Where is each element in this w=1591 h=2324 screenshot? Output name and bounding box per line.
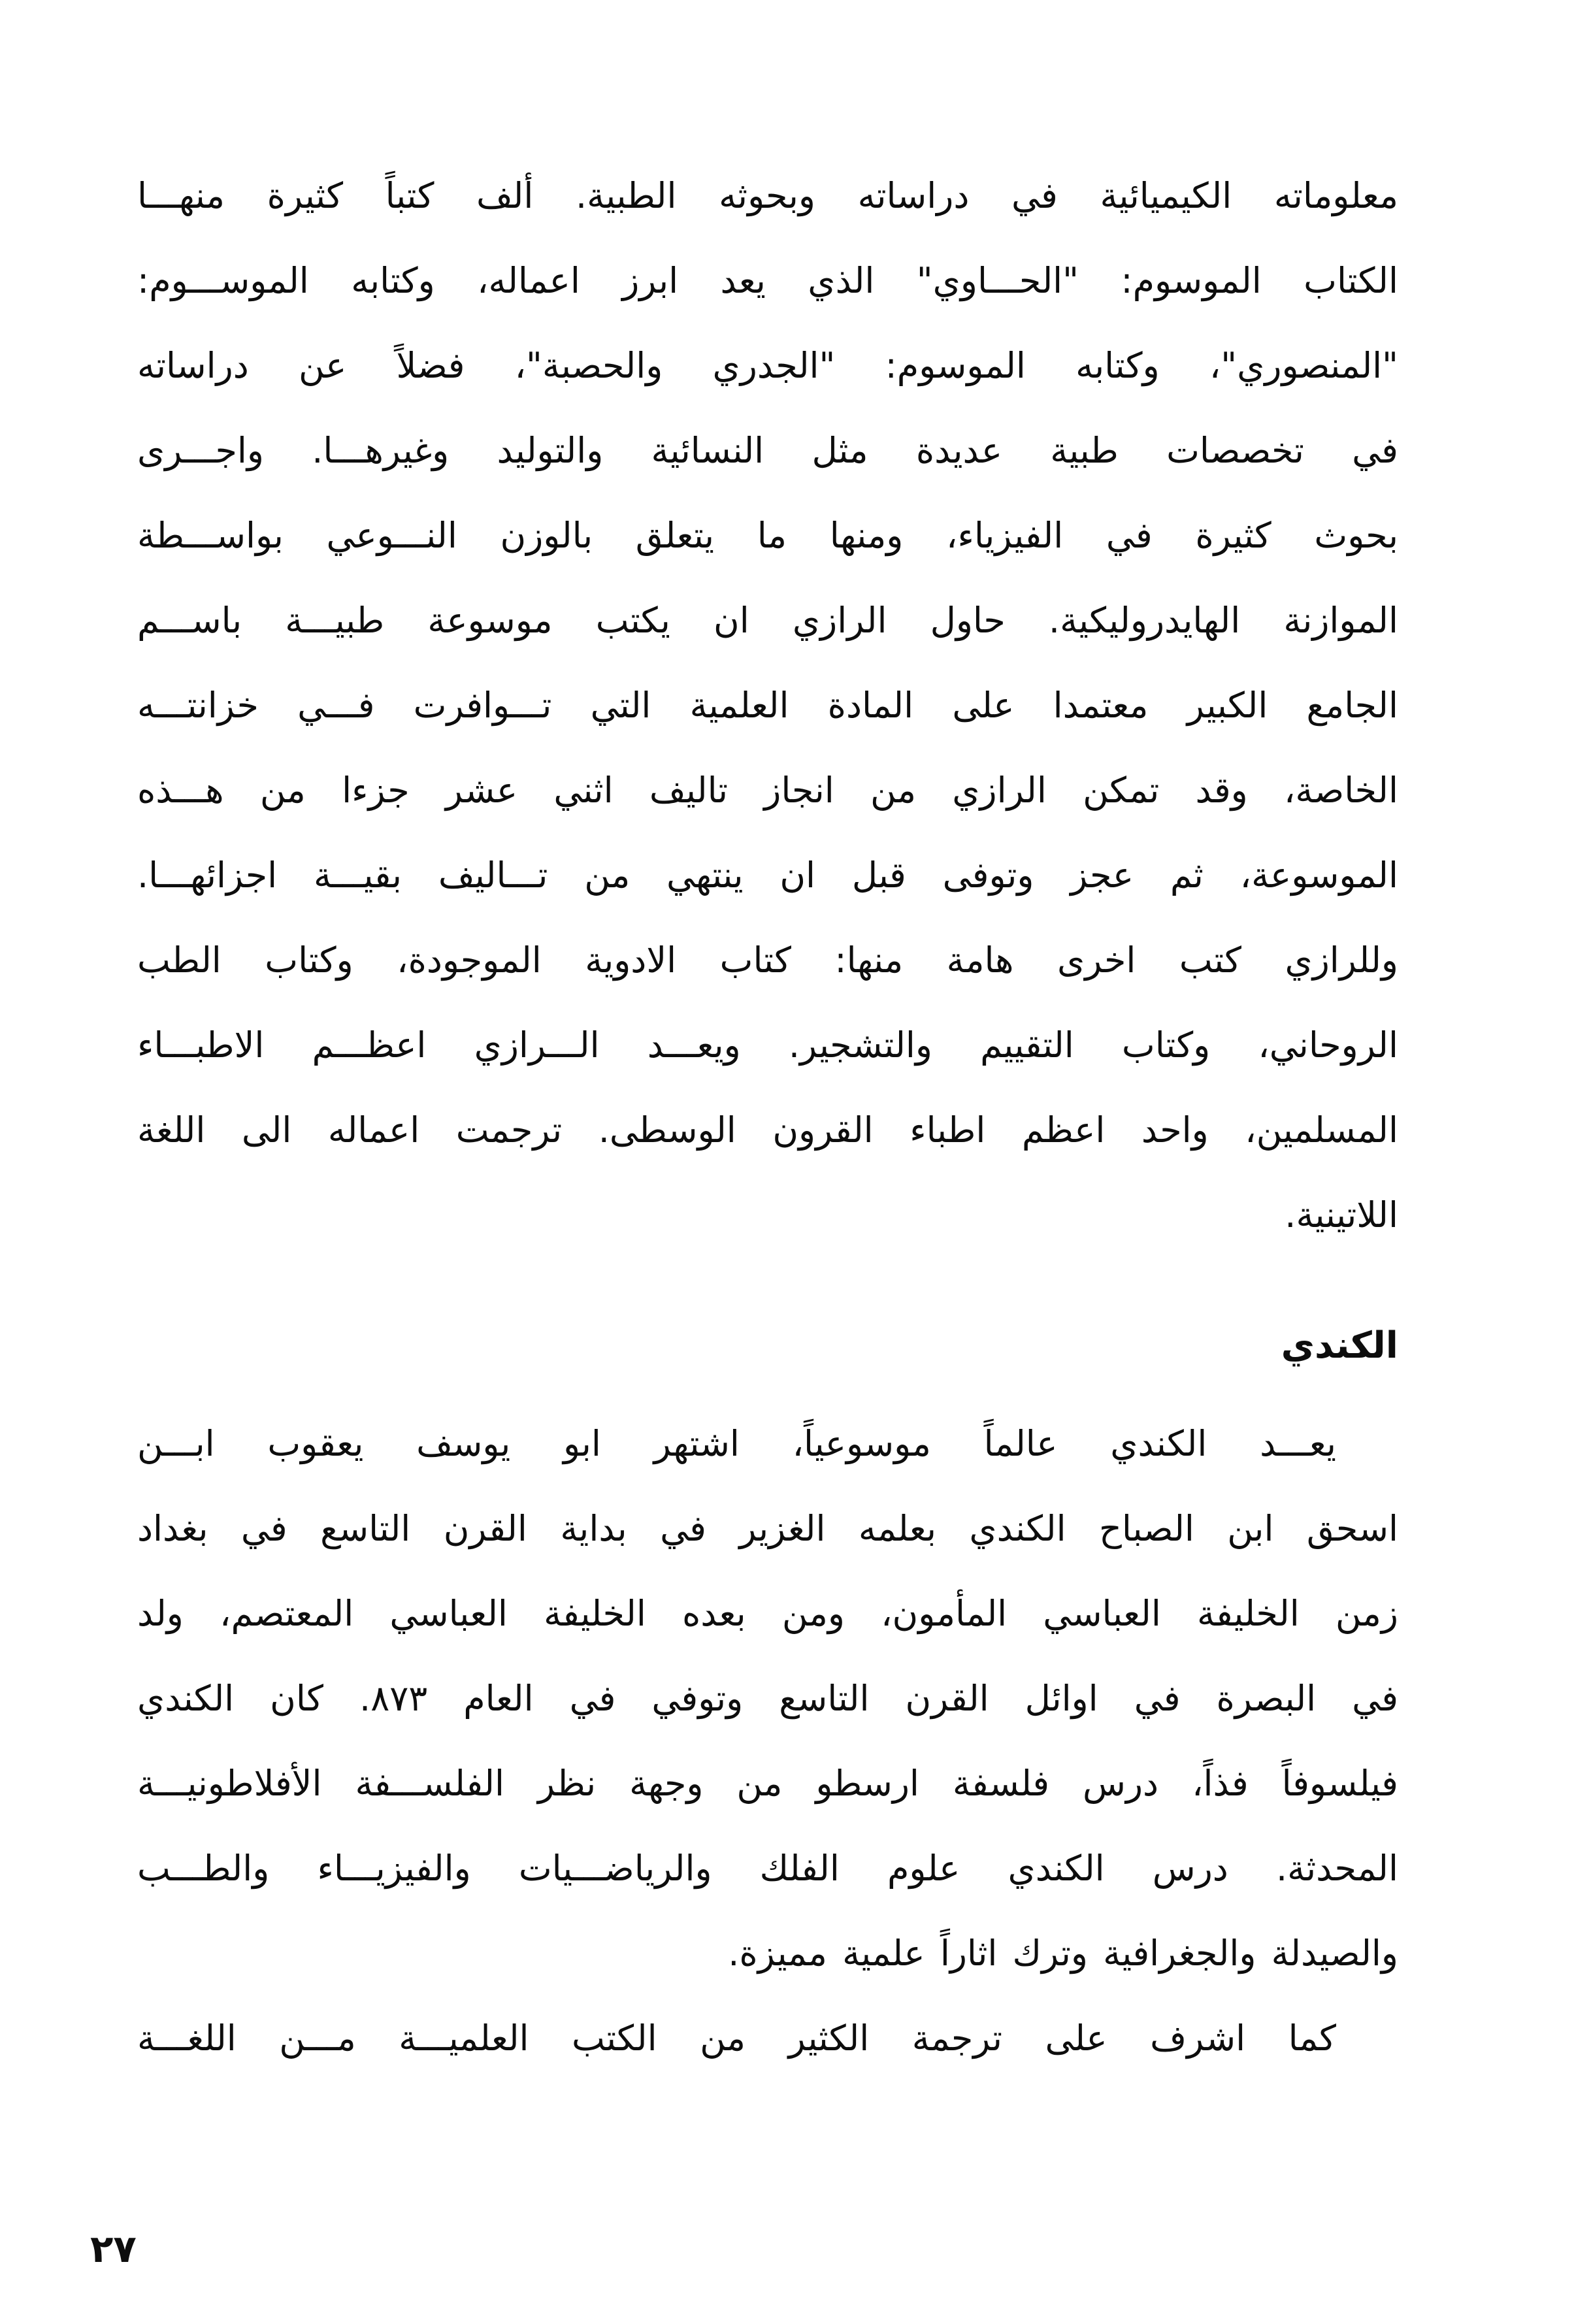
text-line: المسلمين، واحد اعظم اطباء القرون الوسطى. ترجمت اعماله الى اللغة: [137, 1109, 1398, 1151]
text-line: في تخصصات طبية عديدة مثل النسائية والتوليد وغيرهـــا. واجـــرى: [137, 430, 1398, 471]
text-line: المحدثة. درس الكندي علوم الفلك والرياضـــيات والفيزيـــاء والطـــب: [137, 1848, 1398, 1889]
text-line: "المنصوري"، وكتابه الموسوم: "الجدري والحصبة"، فضلاً عن دراساته: [137, 345, 1398, 386]
text-line: الجامع الكبير معتمدا على المادة العلمية التي تـــوافرت فـــي خزانتـــه: [137, 685, 1398, 726]
text-line: الموسوعة، ثم عجز وتوفى قبل ان ينتهي من تـــاليف بقيـــة اجزائهـــا.: [137, 855, 1398, 896]
text-line: والصيدلة والجغرافية وترك اثاراً علمية مميزة.: [728, 1933, 1398, 1974]
text-block: [137, 154, 1398, 2081]
text-line: الروحاني، وكتاب التقييم والتشجير. ويعـــد الـــرازي اعظـــم الاطبـــاء: [137, 1024, 1398, 1066]
text-line: في البصرة في اوائل القرن التاسع وتوفي في العام ٨٧٣. كان الكندي: [137, 1678, 1398, 1719]
text-line: اسحق ابن الصباح الكندي بعلمه الغزير في بداية القرن التاسع في بغداد: [137, 1508, 1398, 1549]
paragraph-razi: [137, 154, 1398, 1258]
text-line: فيلسوفاً فذاً، درس فلسفة ارسطو من وجهة نظر الفلســـفة الأفلاطونيـــة: [137, 1763, 1398, 1804]
text-line: اللاتينية.: [1285, 1194, 1398, 1236]
paragraph-kindi: [137, 1401, 1398, 1996]
text-line: زمن الخليفة العباسي المأمون، ومن بعده الخليفة العباسي المعتصم، ولد: [137, 1593, 1398, 1634]
text-line: كما اشرف على ترجمة الكثير من الكتب العلميـــة مـــن اللغـــة: [137, 2018, 1336, 2059]
text-line: يعـــد الكندي عالماً موسوعياً، اشتهر ابو يوسف يعقوب ابـــن: [137, 1423, 1336, 1464]
text-line: الكتاب الموسوم: "الحـــاوي" الذي يعد ابرز اعماله، وكتابه الموســـوم:: [137, 260, 1398, 301]
section-heading-kindi: الكندي: [1281, 1324, 1398, 1367]
page-number: ٢٧: [90, 2227, 137, 2271]
text-line: وللرازي كتب اخرى هامة منها: كتاب الادوية الموجودة، وكتاب الطب: [137, 940, 1398, 981]
text-line: الموازنة الهايدروليكية. حاول الرازي ان يكتب موسوعة طبيـــة باســـم: [137, 600, 1398, 641]
text-line: بحوث كثيرة في الفيزياء، ومنها ما يتعلق بالوزن النـــوعي بواســـطة: [137, 515, 1398, 556]
paragraph-translation: [137, 1996, 1398, 2081]
text-line: الخاصة، وقد تمكن الرازي من انجاز تاليف اثني عشر جزءا من هـــذه: [137, 770, 1398, 811]
text-line: معلوماته الكيميائية في دراساته وبحوثه الطبية. ألف كتباً كثيرة منهـــا: [137, 175, 1398, 216]
